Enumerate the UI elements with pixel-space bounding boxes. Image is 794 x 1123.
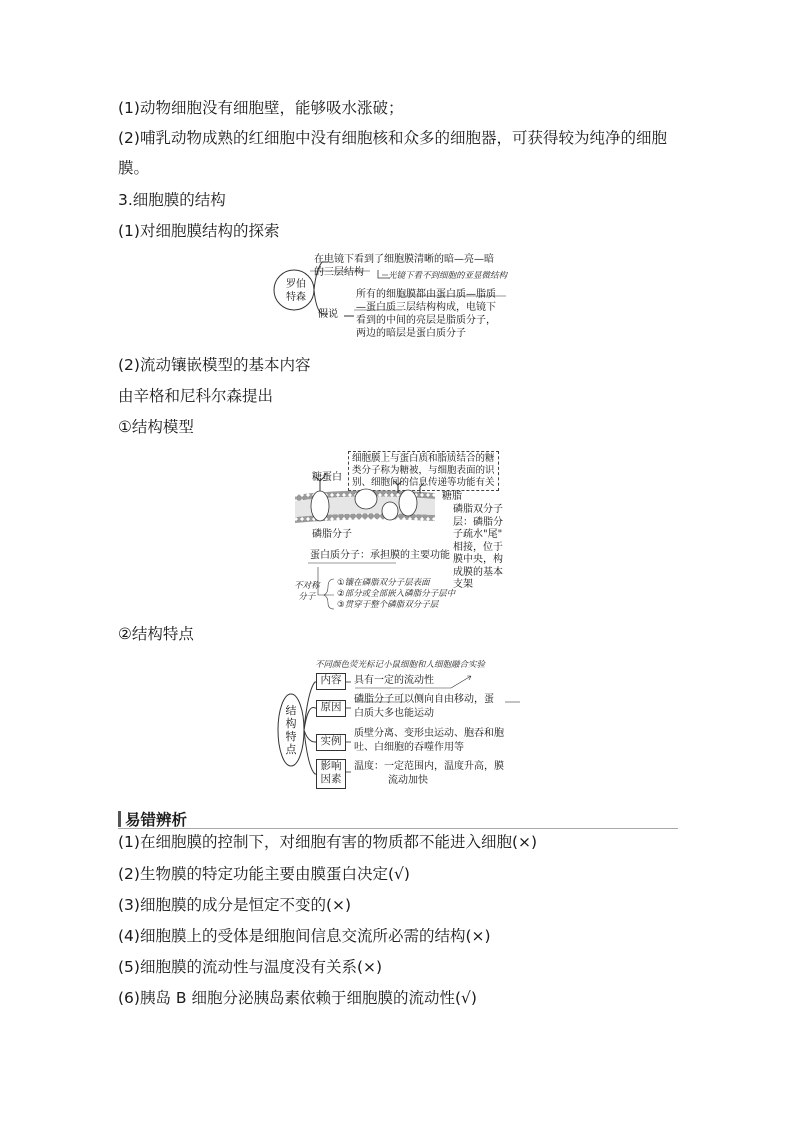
error-analysis-header xyxy=(118,808,187,830)
robertson-hypothesis-4: 两边的暗层是蛋白质分子 xyxy=(356,328,466,339)
bilayer-line-4: 相接，位于 xyxy=(453,541,503,553)
asymmetric-hand-1: 不对称 xyxy=(294,581,320,591)
robertson-observation-1: 在电镜下看到了细胞膜清晰的暗—亮—暗 xyxy=(314,254,494,265)
text-line-2a: (2)哺乳动物成熟的红细胞中没有细胞核和众多的细胞器，可获得较为纯净的细胞 xyxy=(118,129,667,147)
text-line-1: (1)动物细胞没有细胞壁，能够吸水涨破； xyxy=(118,99,404,117)
features-center-4: 点 xyxy=(285,743,297,756)
glycocalyx-line-1: 细胞膜上与蛋白质和脂质结合的糖 xyxy=(352,453,495,464)
feature-label-factor xyxy=(316,759,346,789)
robertson-hypothesis-label: 假说 xyxy=(318,309,338,320)
subheading-2: (2)流动镶嵌模型的基本内容 xyxy=(118,356,311,374)
protein-molecule-label: 蛋白质分子：承担膜的主要功能 xyxy=(310,550,450,561)
bilayer-line-2: 层：磷脂分 xyxy=(453,516,503,528)
feature-factor-2: 流动加快 xyxy=(388,775,428,786)
feature-label-content: 内容 xyxy=(316,673,346,690)
bilayer-line-7: 支架 xyxy=(453,579,473,590)
feature-label: ②结构特点 xyxy=(118,625,194,643)
robertson-hypothesis-1: 所有的细胞膜都由蛋白质—脂质 xyxy=(356,289,496,300)
section-marker xyxy=(118,811,121,827)
robertson-center-2: 特森 xyxy=(286,292,306,303)
glycoprotein-label: 糖蛋白 xyxy=(312,472,342,483)
phospholipid-molecule-label: 磷脂分子 xyxy=(312,529,352,540)
features-center-2: 构 xyxy=(285,717,297,730)
bilayer-line-5: 膜中央，构 xyxy=(453,554,503,565)
feature-label-example: 实例 xyxy=(316,734,346,751)
error-item-1: (1)在细胞膜的控制下，对细胞有害的物质都不能进入细胞(×) xyxy=(118,833,538,851)
error-item-3: (3)细胞膜的成分是恒定不变的(×) xyxy=(118,896,352,914)
feature-factor-label-2: 因素 xyxy=(320,773,342,785)
feature-example-2: 吐、白细胞的吞噬作用等 xyxy=(354,742,464,753)
error-item-4: (4)细胞膜上的受体是细胞间信息交流所必需的结构(×) xyxy=(118,927,491,945)
feature-example-1: 质壁分离、变形虫运动、胞吞和胞 xyxy=(354,728,504,739)
bilayer-line-3: 子疏水"尾" xyxy=(453,529,503,540)
asymmetric-hand-2: 分子 xyxy=(298,592,316,602)
text-line-2b: 膜。 xyxy=(118,159,150,177)
error-item-2: (2)生物膜的特定功能主要由膜蛋白决定(√) xyxy=(118,865,410,883)
error-item-6: (6)胰岛 B 细胞分泌胰岛素依赖于细胞膜的流动性(√) xyxy=(118,989,477,1007)
bilayer-line-6: 成膜的基本 xyxy=(453,566,503,578)
glycocalyx-line-2: 类分子称为糖被，与细胞表面的识 xyxy=(352,465,495,476)
model-label: ①结构模型 xyxy=(118,418,194,436)
features-hand-note: 不同颜色荧光标记小鼠细胞和人细胞融合实验 xyxy=(315,660,486,670)
feature-content-text: 具有一定的流动性 xyxy=(354,675,434,686)
feature-label-reason: 原因 xyxy=(316,700,346,717)
bilayer-line-1: 磷脂双分子 xyxy=(453,504,503,515)
protein-position-3: ③贯穿于整个磷脂双分子层 xyxy=(337,600,439,610)
error-item-5: (5)细胞膜的流动性与温度没有关系(×) xyxy=(118,958,383,976)
robertson-hand-note: 光镜下看不到细胞的亚显微结构 xyxy=(388,271,508,281)
error-analysis-title: 易错辨析 xyxy=(125,811,188,829)
glycocalyx-line-3: 别、细胞间的信息传递等功能有关 xyxy=(352,477,495,488)
subheading-1: (1)对细胞膜结构的探索 xyxy=(118,222,280,240)
features-center-3: 特 xyxy=(285,730,297,743)
feature-factor-label-1: 影响 xyxy=(320,760,342,772)
features-center-1: 结 xyxy=(285,704,297,717)
glycolipid-label: 糖脂 xyxy=(442,491,462,502)
feature-factor-1: 温度：一定范围内，温度升高，膜 xyxy=(354,761,504,772)
robertson-observation-2: 的三层结构 xyxy=(314,267,364,278)
section-divider xyxy=(118,828,678,829)
feature-reason-1: 磷脂分子可以侧向自由移动，蛋 xyxy=(354,694,494,705)
protein-position-2: ②部分或全部嵌入磷脂分子层中 xyxy=(337,589,456,599)
robertson-hypothesis-2: —蛋白质三层结构构成，电镜下 xyxy=(356,302,496,313)
robertson-hypothesis-3: 看到的中间的亮层是脂质分子， xyxy=(356,315,496,326)
section-heading-3: 3.细胞膜的结构 xyxy=(118,191,226,209)
protein-position-1: ①镶在磷脂双分子层表面 xyxy=(337,578,430,588)
feature-reason-2: 白质大多也能运动 xyxy=(354,708,434,719)
robertson-center-1: 罗伯 xyxy=(286,279,306,290)
proposers-line: 由辛格和尼科尔森提出 xyxy=(118,387,274,405)
